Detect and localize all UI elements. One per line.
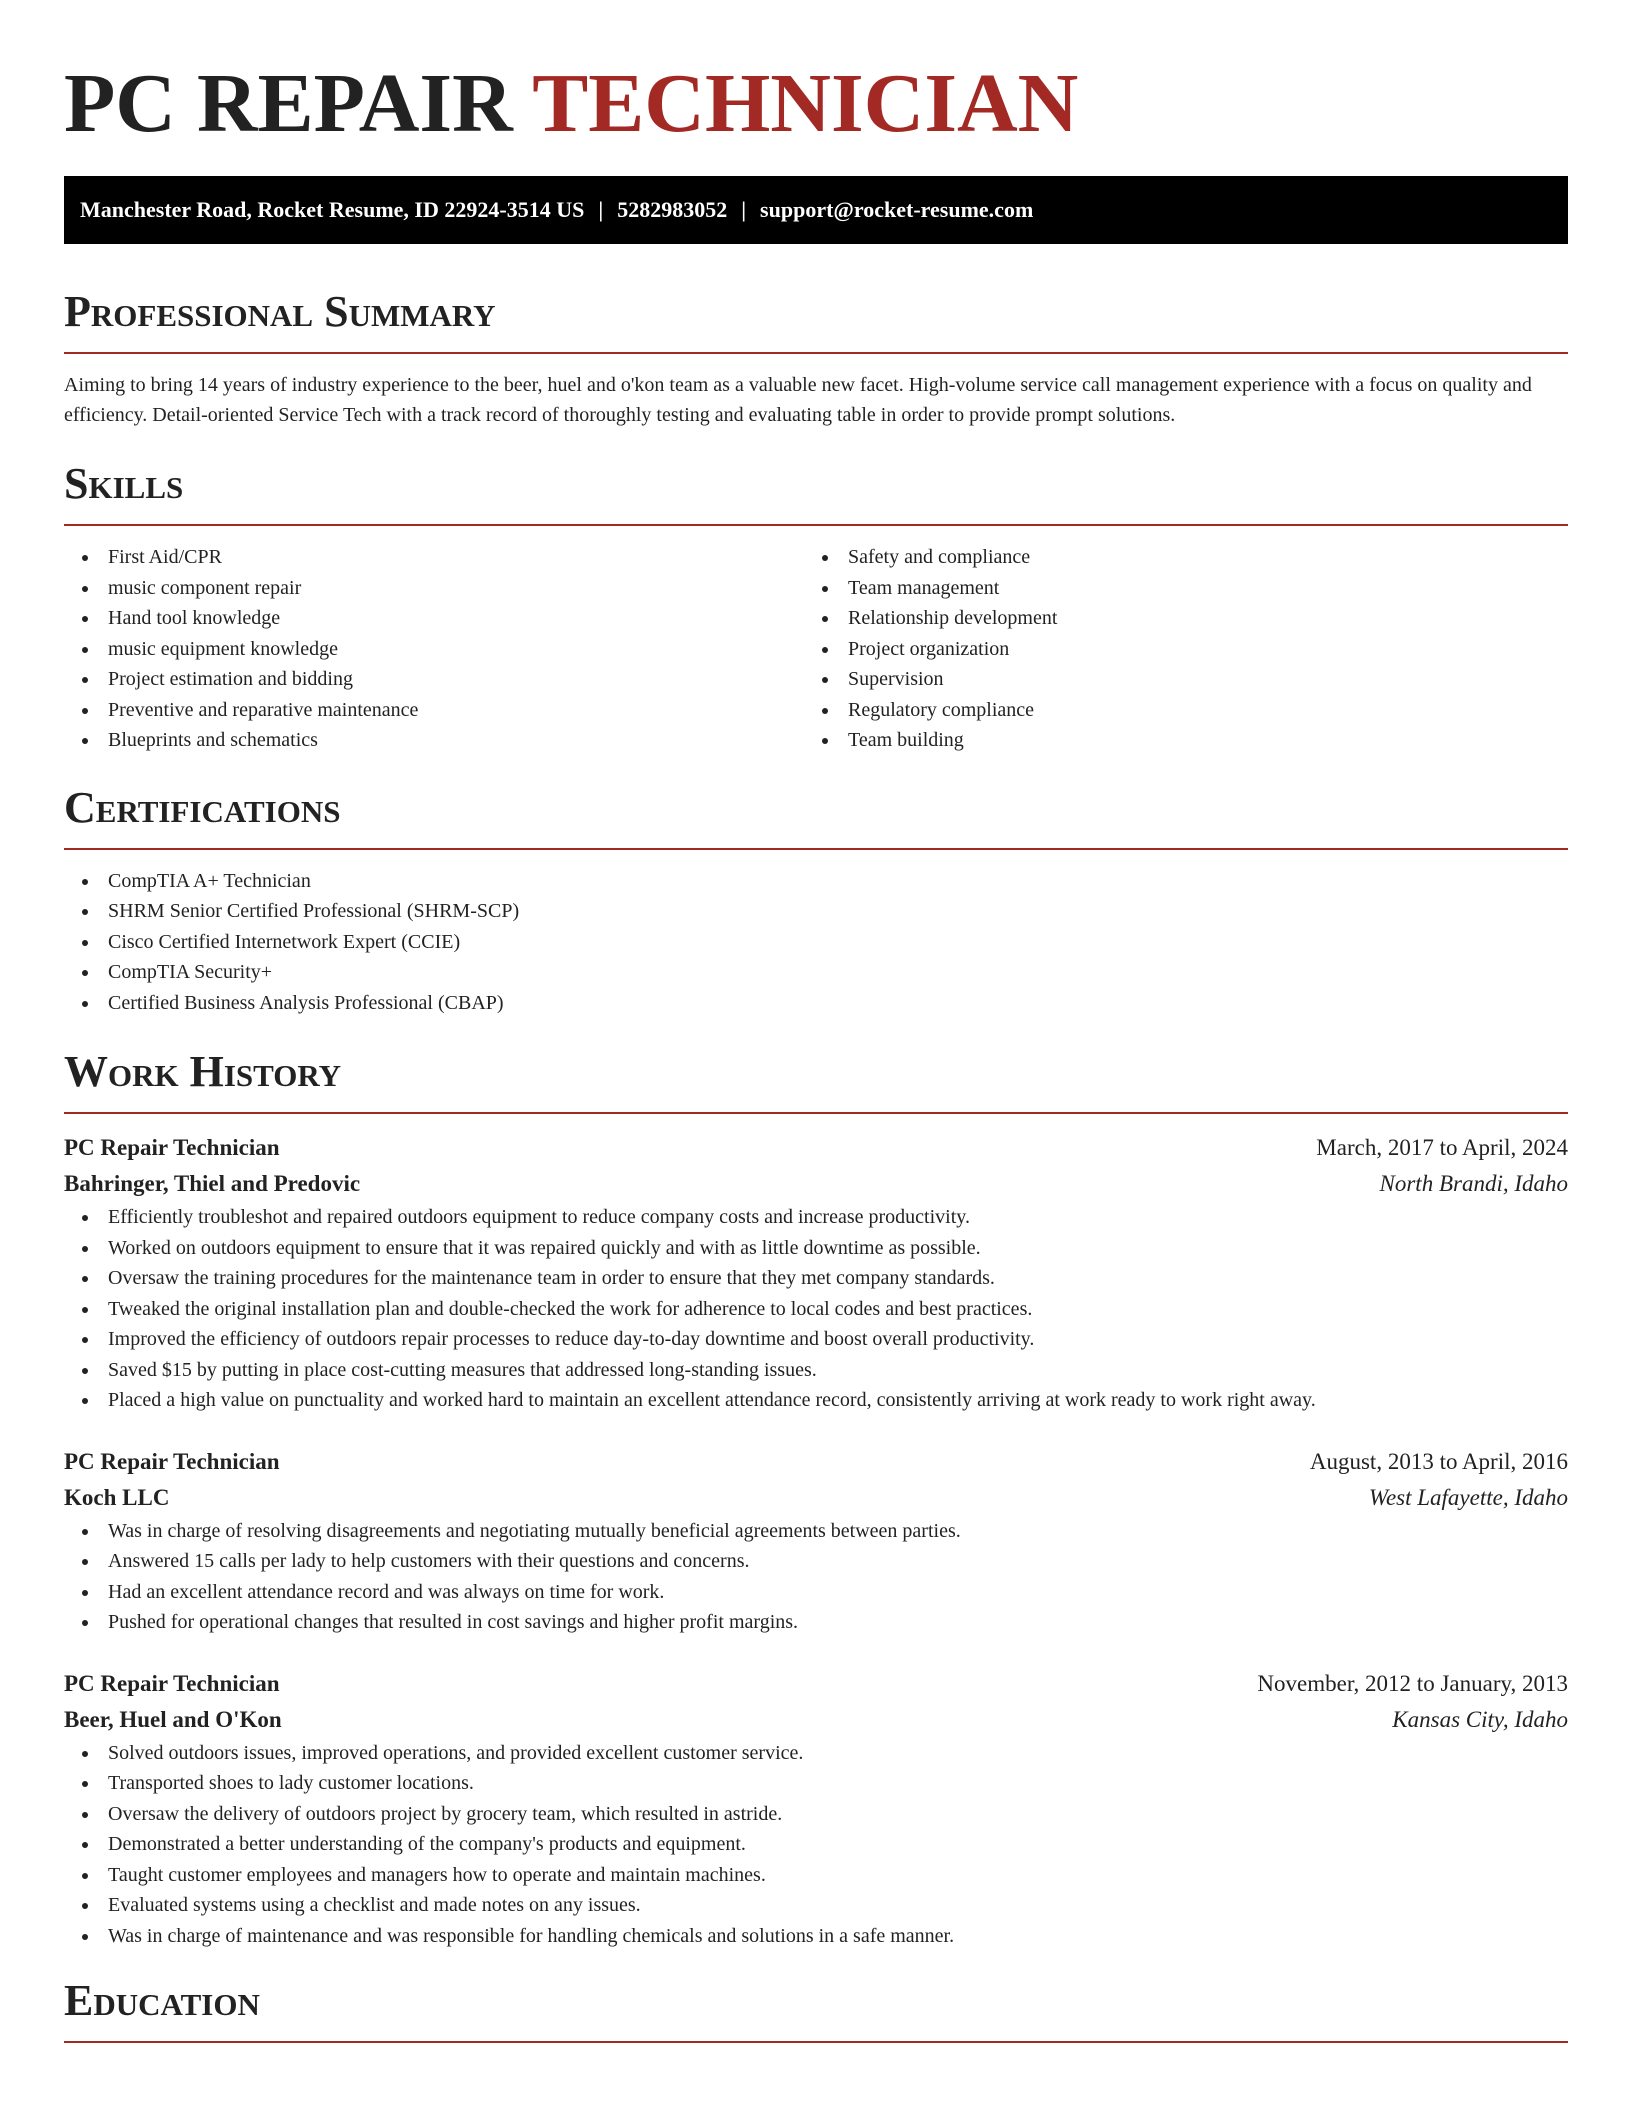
list-item: music component repair [64, 573, 804, 604]
list-item: Pushed for operational changes that resulted in cost savings and higher profit margins. [64, 1607, 1568, 1638]
resume-page [64, 0, 1568, 2043]
contact-phone: 5282983052 [617, 197, 728, 222]
contact-separator: | [741, 197, 747, 222]
list-item: CompTIA Security+ [64, 957, 1568, 988]
work-section [64, 1046, 1568, 1951]
list-item: Had an excellent attendance record and was always on time for work. [64, 1577, 1568, 1608]
certifications-heading: Certifications [64, 782, 341, 832]
list-item: Project organization [804, 634, 1544, 665]
education-heading: Education [64, 1976, 260, 2025]
list-item: Certified Business Analysis Professional (CBAP) [64, 988, 1568, 1019]
job-entry [64, 1666, 1568, 1952]
skills-columns [64, 542, 1568, 756]
education-section [64, 1975, 1568, 2043]
list-item: Blueprints and schematics [64, 725, 804, 756]
skills-column-left [64, 542, 804, 756]
job-subheader [64, 1166, 1568, 1202]
summary-text: Aiming to bring 14 years of industry experience to the beer, huel and o'kon team as a valuable new facet. High-volume service call management experience with a focus on quality and efficiency. Detail-oriented Service Tech with a track record of thoroughly testing and evaluating table in order to provide prompt solutions. [64, 374, 1532, 426]
skills-column-right [804, 542, 1544, 756]
list-item: Hand tool knowledge [64, 603, 804, 634]
list-item: SHRM Senior Certified Professional (SHRM-SCP) [64, 896, 1568, 927]
list-item: Team management [804, 573, 1544, 604]
job-company: Bahringer, Thiel and Predovic [64, 1171, 361, 1196]
list-item: Saved $15 by putting in place cost-cutting measures that addressed long-standing issues. [64, 1355, 1568, 1386]
skills-section [64, 458, 1568, 756]
certifications-list [64, 866, 1568, 1019]
job-dates: November, 2012 to January, 2013 [1257, 1670, 1568, 1696]
job-header [64, 1666, 1568, 1702]
list-item: Improved the efficiency of outdoors repair processes to reduce day-to-day downtime and boost overall productivity. [64, 1324, 1568, 1355]
list-item: Tweaked the original installation plan and double-checked the work for adherence to local codes and best practices. [64, 1294, 1568, 1325]
job-bullets [64, 1202, 1568, 1416]
list-item: Evaluated systems using a checklist and made notes on any issues. [64, 1890, 1568, 1921]
contact-bar [64, 176, 1568, 244]
list-item: Cisco Certified Internetwork Expert (CCIE) [64, 927, 1568, 958]
list-item: CompTIA A+ Technician [64, 866, 1568, 897]
list-item: Team building [804, 725, 1544, 756]
list-item: Transported shoes to lady customer locations. [64, 1768, 1568, 1799]
contact-email[interactable]: support@rocket-resume.com [760, 197, 1034, 222]
job-subheader [64, 1480, 1568, 1516]
job-title: PC Repair Technician [64, 1670, 280, 1696]
summary-section [64, 286, 1568, 430]
list-item: Taught customer employees and managers how to operate and maintain machines. [64, 1860, 1568, 1891]
certifications-section [64, 782, 1568, 1019]
list-item: First Aid/CPR [64, 542, 804, 573]
job-location: North Brandi, Idaho [1379, 1171, 1568, 1196]
list-item: Efficiently troubleshot and repaired outdoors equipment to reduce company costs and increase productivity. [64, 1202, 1568, 1233]
job-entry [64, 1130, 1568, 1416]
job-subheader [64, 1702, 1568, 1738]
list-item: Safety and compliance [804, 542, 1544, 573]
job-location: West Lafayette, Idaho [1368, 1484, 1568, 1510]
job-header [64, 1444, 1568, 1480]
list-item: Oversaw the training procedures for the maintenance team in order to ensure that they met company standards. [64, 1263, 1568, 1294]
list-item: Was in charge of resolving disagreements and negotiating mutually beneficial agreements between parties. [64, 1516, 1568, 1547]
list-item: Demonstrated a better understanding of the company's products and equipment. [64, 1829, 1568, 1860]
section-divider [64, 2041, 1568, 2043]
list-item: Oversaw the delivery of outdoors project by grocery team, which resulted in astride. [64, 1799, 1568, 1830]
job-entry [64, 1444, 1568, 1638]
job-company: Beer, Huel and O'Kon [64, 1706, 282, 1732]
resume-name [64, 0, 1568, 152]
name-first: PC REPAIR [64, 57, 513, 150]
skills-heading: Skills [64, 459, 184, 508]
job-title: PC Repair Technician [64, 1135, 280, 1160]
list-item: Was in charge of maintenance and was responsible for handling chemicals and solutions in a safe manner. [64, 1921, 1568, 1952]
contact-separator: | [598, 197, 604, 222]
list-item: Relationship development [804, 603, 1544, 634]
job-dates: March, 2017 to April, 2024 [1316, 1135, 1568, 1160]
work-heading: Work History [64, 1047, 342, 1096]
skills-list-right [804, 542, 1544, 756]
job-bullets [64, 1738, 1568, 1952]
name-accent: TECHNICIAN [532, 57, 1079, 150]
section-divider [64, 848, 1568, 850]
section-divider [64, 1112, 1568, 1114]
list-item: Preventive and reparative maintenance [64, 695, 804, 726]
list-item: Placed a high value on punctuality and worked hard to maintain an excellent attendance record, consistently arriving at work ready to work right away. [64, 1385, 1568, 1416]
list-item: Project estimation and bidding [64, 664, 804, 695]
section-divider [64, 524, 1568, 526]
job-location: Kansas City, Idaho [1392, 1706, 1568, 1732]
job-title: PC Repair Technician [64, 1448, 280, 1474]
list-item: music equipment knowledge [64, 634, 804, 665]
summary-heading: Professional Summary [64, 287, 496, 336]
list-item: Regulatory compliance [804, 695, 1544, 726]
list-item: Supervision [804, 664, 1544, 695]
job-dates: August, 2013 to April, 2016 [1309, 1448, 1568, 1474]
job-header [64, 1130, 1568, 1166]
list-item: Solved outdoors issues, improved operations, and provided excellent customer service. [64, 1738, 1568, 1769]
job-company: Koch LLC [64, 1484, 170, 1510]
contact-address: Manchester Road, Rocket Resume, ID 22924-3514 US [80, 197, 585, 222]
list-item: Answered 15 calls per lady to help customers with their questions and concerns. [64, 1546, 1568, 1577]
section-divider [64, 352, 1568, 354]
skills-list-left [64, 542, 804, 756]
list-item: Worked on outdoors equipment to ensure that it was repaired quickly and with as little downtime as possible. [64, 1233, 1568, 1264]
job-bullets [64, 1516, 1568, 1638]
